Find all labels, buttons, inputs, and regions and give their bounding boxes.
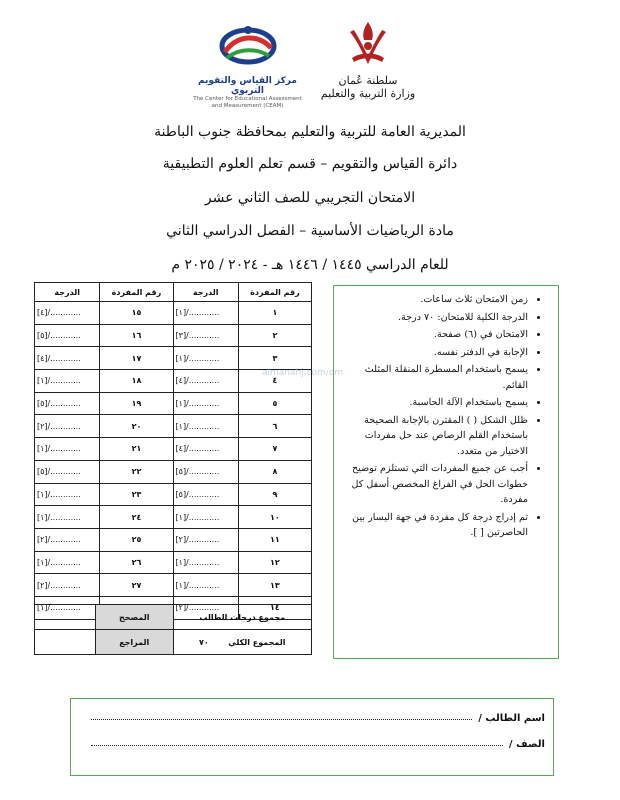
student-name-field[interactable] [91, 713, 472, 720]
item-number: ٨ [238, 460, 311, 483]
grades-table-header [35, 283, 312, 302]
item-number: ٢٢ [100, 460, 173, 483]
header-line-1: المديرية العامة للتربية والتعليم بمحافظة جنوب الباطنة [154, 124, 466, 140]
item-number: ١٤ [238, 596, 311, 619]
table-row [35, 347, 312, 370]
item-number: ٩ [238, 483, 311, 506]
table-row [35, 324, 312, 347]
ceam-logo [190, 22, 305, 122]
grade-cell[interactable]: ............/[٢] [35, 415, 100, 438]
instructions-box [333, 285, 559, 659]
summary-table [34, 604, 312, 655]
item-number: ٥ [238, 392, 311, 415]
summary-row-2 [35, 630, 312, 655]
item-number: ١٢ [238, 551, 311, 574]
table-row [35, 415, 312, 438]
col-grade-left: الدرجة [35, 283, 100, 302]
item-number: ١٥ [100, 302, 173, 325]
ceam-emblem-icon [213, 22, 283, 70]
item-number: ١٩ [100, 392, 173, 415]
header-line-2: دائرة القياس والتقويم – قسم تعلم العلوم التطبيقية [162, 156, 458, 172]
ministry-name-line1: سلطنة عُمان [338, 74, 398, 87]
instruction-item: • زمن الامتحان ثلاث ساعات. [340, 292, 528, 308]
item-number: ٢ [238, 324, 311, 347]
item-number: ٢٦ [100, 551, 173, 574]
table-row [35, 551, 312, 574]
grade-cell[interactable]: ............/[١] [173, 347, 238, 370]
student-class-row [85, 739, 545, 750]
student-class-field[interactable] [91, 739, 503, 746]
ministry-logo [318, 18, 418, 118]
reviewer-label: المراجع [95, 630, 173, 655]
item-number: ٢٤ [100, 506, 173, 529]
grade-cell[interactable]: ............/[١] [173, 415, 238, 438]
col-grade-right: الدرجة [173, 283, 238, 302]
grade-cell[interactable]: ............/[٥] [173, 460, 238, 483]
grade-cell[interactable]: ............/[١] [173, 506, 238, 529]
table-row [35, 438, 312, 461]
table-row [35, 528, 312, 551]
instruction-item: • الدرجة الكلية للامتحان: ٧٠ درجة. [340, 310, 528, 326]
table-row [35, 392, 312, 415]
student-info-box [70, 698, 554, 776]
table-row [35, 506, 312, 529]
header-line-5: للعام الدراسي ١٤٤٥ / ١٤٤٦ هـ - ٢٠٢٤ / ٢٠٢٥ م [171, 257, 449, 273]
ministry-name-line2: وزارة التربية والتعليم [320, 87, 416, 100]
watermark: almanahj.com/om [262, 368, 344, 378]
student-name-label: اسم الطالب / [478, 713, 545, 724]
grade-cell[interactable]: ............/[٣] [173, 324, 238, 347]
grade-cell[interactable]: ............/[١] [35, 438, 100, 461]
table-row [35, 483, 312, 506]
ceam-name-ar: مركز القياس والتقويم التربوي [198, 76, 297, 96]
grand-total-cell [173, 630, 312, 655]
col-item-left: رقم المفردة [100, 283, 173, 302]
corrector-cell[interactable] [35, 605, 96, 630]
instruction-item: • يسمح باستخدام المسطرة المنقلة المثلث القائم. [340, 362, 528, 393]
grade-cell[interactable]: ............/[١] [173, 392, 238, 415]
grade-cell[interactable]: ............/[٥] [35, 392, 100, 415]
student-total-label: مجموع درجات الطالب [173, 605, 312, 630]
item-number: ٣ [238, 347, 311, 370]
grade-cell[interactable]: ............/[٢] [35, 528, 100, 551]
instruction-item: • تم إدراج درجة كل مفردة في جهة اليسار بين الحاصرتين [ ]. [340, 510, 528, 541]
item-number: ١١ [238, 528, 311, 551]
item-number: ١٠ [238, 506, 311, 529]
instruction-item: • الإجابة في الدفتر نفسه. [340, 345, 528, 361]
item-number: ٤ [238, 370, 311, 393]
item-number: ٢٣ [100, 483, 173, 506]
grade-cell[interactable]: ............/[٥] [35, 460, 100, 483]
student-name-row [85, 713, 545, 724]
grade-cell[interactable]: ............/[١] [35, 370, 100, 393]
item-number: ٢٠ [100, 415, 173, 438]
grade-cell[interactable]: ............/[١] [173, 574, 238, 597]
summary-row-1 [35, 605, 312, 630]
grade-cell[interactable]: ............/[١] [35, 551, 100, 574]
table-row [35, 574, 312, 597]
grade-cell[interactable]: ............/[٤] [35, 347, 100, 370]
grade-cell[interactable]: ............/[١] [35, 506, 100, 529]
grade-cell[interactable]: ............/[٤] [173, 438, 238, 461]
table-row [35, 302, 312, 325]
grades-table [34, 282, 312, 620]
reviewer-cell[interactable] [35, 630, 96, 655]
grade-cell[interactable]: ............/[٢] [173, 596, 238, 619]
grade-cell[interactable]: ............/[٢] [173, 528, 238, 551]
grade-cell[interactable]: ............/[٥] [35, 324, 100, 347]
item-number: ١٨ [100, 370, 173, 393]
corrector-label: المصحح [95, 605, 173, 630]
item-number: ١٣ [238, 574, 311, 597]
item-number: ٢١ [100, 438, 173, 461]
oman-emblem-icon [338, 18, 398, 70]
item-number: ١٦ [100, 324, 173, 347]
item-number: ٢٧ [100, 574, 173, 597]
item-number: ١ [238, 302, 311, 325]
grand-total-label: المجموع الكلي [228, 637, 286, 647]
grade-cell[interactable]: ............/[٢] [35, 574, 100, 597]
grade-cell[interactable]: ............/[٤] [35, 302, 100, 325]
instructions-list [340, 292, 538, 541]
instruction-item: • يسمح باستخدام الآلة الحاسبة. [340, 395, 528, 411]
grade-cell[interactable]: ............/[٥] [173, 483, 238, 506]
ceam-name-en: The Center for Educational Assessment and Measurement (CEAM) [193, 96, 302, 109]
instruction-item: • أجب عن جميع المفردات التي تستلزم توضيح خطوات الحل في الفراغ المخصص أسفل كل مفردة. [340, 461, 528, 508]
item-number: ٧ [238, 438, 311, 461]
grade-cell[interactable]: ............/[١] [35, 483, 100, 506]
grade-cell[interactable]: ............/[١] [173, 302, 238, 325]
header-line-3: الامتحان التجريبي للصف الثاني عشر [204, 190, 416, 206]
item-number: ١٧ [100, 347, 173, 370]
grade-cell[interactable]: ............/[١] [173, 551, 238, 574]
grand-total-value: ٧٠ [198, 637, 209, 647]
instruction-item: • الامتحان في (٦) صفحة. [340, 327, 528, 343]
table-row [35, 460, 312, 483]
instruction-item: • ظلل الشكل ( ) المقترن بالإجابة الصحيحة باستخدام القلم الرصاص عند حل مفردات الاختيار من متعدد. [340, 413, 528, 460]
item-number: ٢٥ [100, 528, 173, 551]
item-number: ٦ [238, 415, 311, 438]
header-line-4: مادة الرياضيات الأساسية – الفصل الدراسي الثاني [166, 223, 454, 239]
student-class-label: الصف / [508, 739, 545, 750]
grade-cell[interactable]: ............/[١] [35, 596, 100, 619]
grade-cell[interactable]: ............/[٤] [173, 370, 238, 393]
col-item-right: رقم المفردة [238, 283, 311, 302]
